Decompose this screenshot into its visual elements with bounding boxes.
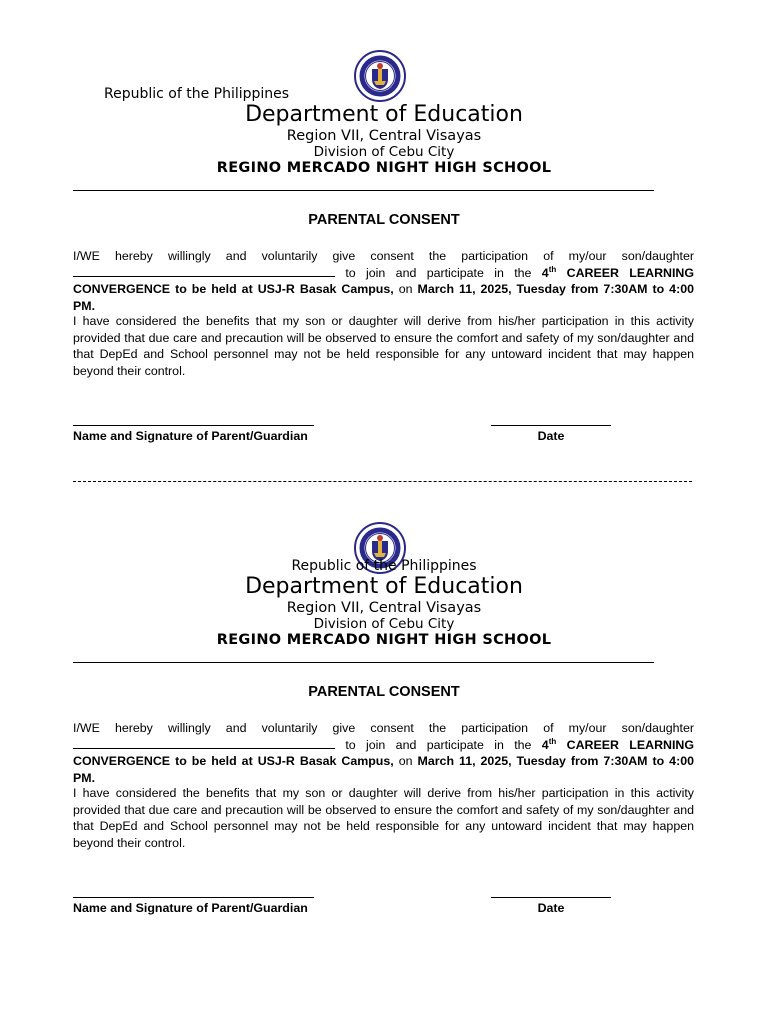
ordinal-suffix: th — [548, 736, 557, 746]
signature-blank[interactable] — [73, 425, 314, 426]
consent-form-2 — [0, 472, 768, 932]
republic-line: Republic of the Philippines — [104, 86, 290, 102]
signature-label: Name and Signature of Parent/Guardian — [73, 901, 308, 915]
region-line: Region VII, Central Visayas — [286, 128, 482, 144]
event-schedule: March 11, 2025, Tuesday from 7:30AM to 4:00 PM. — [73, 754, 694, 785]
on-word: on — [398, 282, 413, 296]
division-line: Division of Cebu City — [313, 144, 455, 160]
date-blank[interactable] — [491, 425, 611, 426]
event-name: CAREER LEARNING CONVERGENCE to be held at USJ-R Basak Campus, — [73, 737, 694, 768]
student-name-blank[interactable] — [73, 265, 335, 277]
region-line: Region VII, Central Visayas — [286, 600, 482, 616]
consent-paragraph — [73, 720, 694, 786]
department-title: Department of Education — [245, 102, 523, 127]
header-divider — [73, 190, 654, 191]
division-line: Division of Cebu City — [313, 616, 455, 632]
header-divider — [73, 662, 654, 663]
event-schedule: March 11, 2025, Tuesday from 7:30AM to 4:00 PM. — [73, 282, 694, 313]
date-label: Date — [537, 429, 565, 443]
statement-paragraph: I have considered the benefits that my son or daughter will derive from his/her participation in this activity provided that due care and precaution will be observed to ensure the comfort and safety of my son/daughter and that DepEd and School personnel may not be held responsible for any untoward incident that may happen beyond their control. — [73, 314, 694, 378]
consent-join-text: to join and participate in the — [345, 265, 532, 280]
signature-blank[interactable] — [73, 897, 314, 898]
deped-seal-icon — [354, 50, 406, 102]
consent-intro: I/WE hereby willingly and voluntarily give consent the participation of my/our son/daughter — [73, 721, 694, 735]
republic-line: Republic of the Philippines — [291, 558, 477, 574]
form-title: PARENTAL CONSENT — [308, 212, 460, 228]
student-name-blank[interactable] — [73, 737, 335, 749]
department-title: Department of Education — [245, 574, 523, 599]
event-name: CAREER LEARNING CONVERGENCE to be held at USJ-R Basak Campus, — [73, 265, 694, 296]
statement-paragraph: I have considered the benefits that my son or daughter will derive from his/her participation in this activity provided that due care and precaution will be observed to ensure the comfort and safety of my son/daughter and that DepEd and School personnel may not be held responsible for any untoward incident that may happen beyond their control. — [73, 786, 694, 850]
signature-label: Name and Signature of Parent/Guardian — [73, 429, 308, 443]
ordinal-number: 4 — [541, 737, 549, 752]
consent-join-text: to join and participate in the — [345, 737, 532, 752]
ordinal-suffix: th — [548, 264, 557, 274]
school-name: REGINO MERCADO NIGHT HIGH SCHOOL — [216, 632, 552, 648]
ordinal-number: 4 — [541, 265, 549, 280]
date-label: Date — [537, 901, 565, 915]
consent-paragraph — [73, 248, 694, 314]
school-name: REGINO MERCADO NIGHT HIGH SCHOOL — [216, 160, 552, 176]
on-word: on — [398, 754, 413, 768]
date-blank[interactable] — [491, 897, 611, 898]
form-title: PARENTAL CONSENT — [308, 684, 460, 700]
consent-intro: I/WE hereby willingly and voluntarily give consent the participation of my/our son/daughter — [73, 249, 694, 263]
consent-form-1 — [0, 0, 768, 460]
